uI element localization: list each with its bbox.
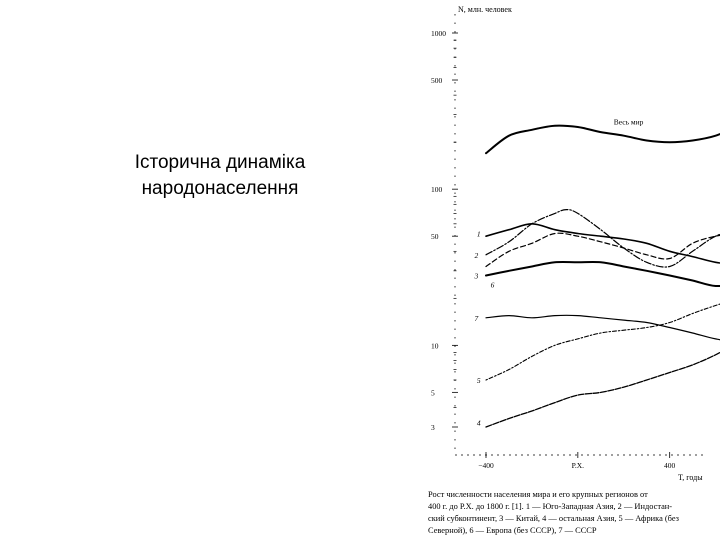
series-line-world (486, 27, 720, 154)
series-label-2: 2 (474, 250, 479, 260)
caption-line-2: 400 г. до Р.Х. до 1800 г. [1]. 1 — Юго-Западная Азия, 2 — Индостан- (428, 502, 673, 511)
y-tick-label: 1000 (431, 29, 446, 38)
figure-caption (428, 489, 718, 537)
caption-line-4: Северной), 6 — Европа (без СССР), 7 — СССР (428, 526, 597, 535)
y-tick-label: 500 (431, 76, 443, 86)
chart-series (486, 27, 720, 428)
series-line-3 (486, 142, 720, 266)
chart-labels (431, 5, 720, 482)
x-tick-label: −400 (478, 461, 494, 470)
series-label-7: 7 (474, 313, 479, 323)
series-label-world: Весь мир (613, 117, 644, 127)
series-line-6 (486, 243, 720, 286)
series-line-5 (486, 215, 720, 380)
series-line-7 (486, 243, 720, 342)
slide-title-line-1: Історична динаміка (134, 152, 306, 173)
caption-line-1: Рост численности населения мира и его крупных регионов от (428, 490, 648, 499)
y-axis-title: N, млн. человек (458, 5, 512, 14)
x-tick-label: 400 (664, 461, 676, 470)
y-tick-label: 3 (431, 423, 435, 432)
y-tick-label: 5 (431, 388, 435, 398)
series-line-1 (486, 224, 720, 265)
chart-axes (452, 14, 720, 458)
y-tick-label: 50 (431, 232, 439, 242)
caption-line-3: ский субконтинент, 3 — Китай, 4 — остальная Азия, 5 — Африка (без (428, 514, 679, 523)
series-label-4: 4 (476, 418, 481, 428)
slide-title-line-2: народонаселення (141, 178, 299, 199)
series-label-3: 3 (474, 271, 479, 281)
x-axis-title: T, годы (678, 473, 703, 482)
series-label-1: 1 (476, 229, 481, 239)
y-tick-label: 10 (431, 341, 439, 351)
y-tick-label: 100 (431, 185, 443, 195)
series-label-5: 5 (476, 375, 481, 385)
x-tick-label: Р.Х. (571, 461, 585, 470)
series-label-6: 6 (490, 280, 495, 290)
series-line-2 (486, 124, 720, 267)
